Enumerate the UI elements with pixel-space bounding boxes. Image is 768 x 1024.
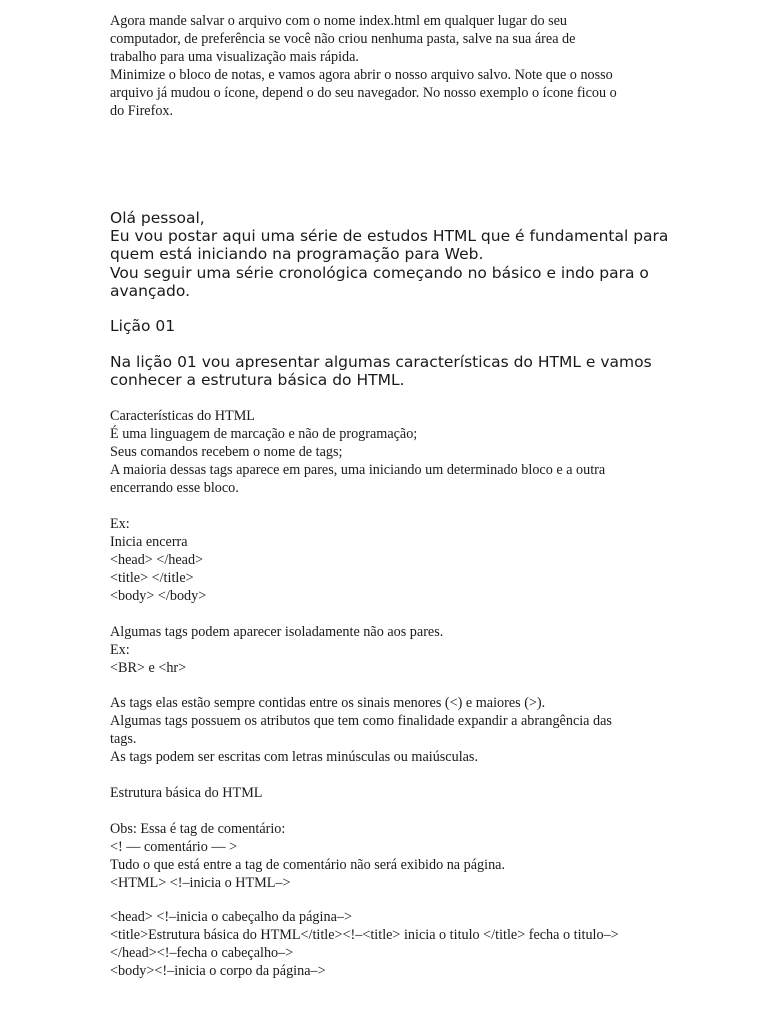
lesson-title-text: Lição 01 <box>110 317 176 335</box>
comment-line: <! — comentário — > <box>110 839 238 855</box>
code-line: </head><!–fecha o cabeçalho–> <box>110 945 294 961</box>
structure-title: Estrutura básica do HTML <box>110 785 263 801</box>
intro-line: Agora mande salvar o arquivo com o nome index.html em qualquer lugar do seu <box>110 13 568 29</box>
example-line: <body> </body> <box>110 588 207 604</box>
greeting-paragraph <box>110 209 669 300</box>
code-line: <head> <!–inicia o cabeçalho da página–> <box>110 909 352 925</box>
example-line: Inicia encerra <box>110 534 188 550</box>
characteristics-line: É uma linguagem de marcação e não de programação; <box>110 426 418 442</box>
isolated-line: Algumas tags podem aparecer isoladamente não aos pares. <box>110 624 444 640</box>
example-line: <head> </head> <box>110 552 204 568</box>
characteristics-line: Características do HTML <box>110 408 255 424</box>
isolated-line: <BR> e <hr> <box>110 660 187 676</box>
isolated-tags-paragraph <box>110 623 662 677</box>
greeting-line: Olá pessoal, <box>110 209 205 227</box>
structure-heading <box>110 784 662 802</box>
code-line: <title>Estrutura básica do HTML</title><!–<title> inicia o titulo </title> fecha o titulo–> <box>110 927 619 943</box>
tag-rules-paragraph <box>110 694 662 766</box>
greeting-line: Vou seguir uma série cronológica começando no básico e indo para o <box>110 263 649 282</box>
intro-line: arquivo já mudou o ícone, depend o do seu navegador. No nosso exemplo o ícone ficou o <box>110 85 617 101</box>
intro-line: computador, de preferência se você não criou nenhuma pasta, salve na sua área de <box>110 31 576 47</box>
lesson-line: conhecer a estrutura básica do HTML. <box>110 371 405 390</box>
rules-line: Algumas tags possuem os atributos que tem como finalidade expandir a abrangência das <box>110 713 612 729</box>
isolated-line: Ex: <box>110 642 130 658</box>
characteristics-line: A maioria dessas tags aparece em pares, uma iniciando um determinado bloco e a outra <box>110 462 606 478</box>
intro-paragraph <box>110 12 662 120</box>
characteristics-line: Seus comandos recebem o nome de tags; <box>110 444 343 460</box>
characteristics-paragraph <box>110 407 662 497</box>
characteristics-line: encerrando esse bloco. <box>110 480 239 496</box>
rules-line: tags. <box>110 731 137 747</box>
intro-line: trabalho para uma visualização mais rápida. <box>110 49 359 65</box>
comment-line: <HTML> <!–inicia o HTML–> <box>110 875 291 891</box>
intro-line: do Firefox. <box>110 103 174 119</box>
greeting-line: Eu vou postar aqui uma série de estudos HTML que é fundamental para <box>110 227 669 246</box>
rules-line: As tags podem ser escritas com letras minúsculas ou maiúsculas. <box>110 749 479 765</box>
lesson-title <box>110 317 662 335</box>
lesson-intro-paragraph <box>110 353 662 389</box>
lesson-line: Na lição 01 vou apresentar algumas características do HTML e vamos <box>110 353 652 371</box>
code-example <box>110 908 662 980</box>
intro-line: Minimize o bloco de notas, e vamos agora abrir o nosso arquivo salvo. Note que o nosso <box>110 67 613 83</box>
example-line: <title> </title> <box>110 570 194 586</box>
comment-paragraph <box>110 820 662 892</box>
greeting-line: quem está iniciando na programação para Web. <box>110 245 484 264</box>
comment-line: Obs: Essa é tag de comentário: <box>110 821 286 837</box>
example-line: Ex: <box>110 516 130 532</box>
rules-line: As tags elas estão sempre contidas entre os sinais menores (<) e maiores (>). <box>110 695 546 711</box>
greeting-line: avançado. <box>110 281 190 300</box>
code-line: <body><!–inicia o corpo da página–> <box>110 963 326 979</box>
comment-line: Tudo o que está entre a tag de comentário não será exibido na página. <box>110 857 506 873</box>
example-tags-paragraph <box>110 515 662 605</box>
